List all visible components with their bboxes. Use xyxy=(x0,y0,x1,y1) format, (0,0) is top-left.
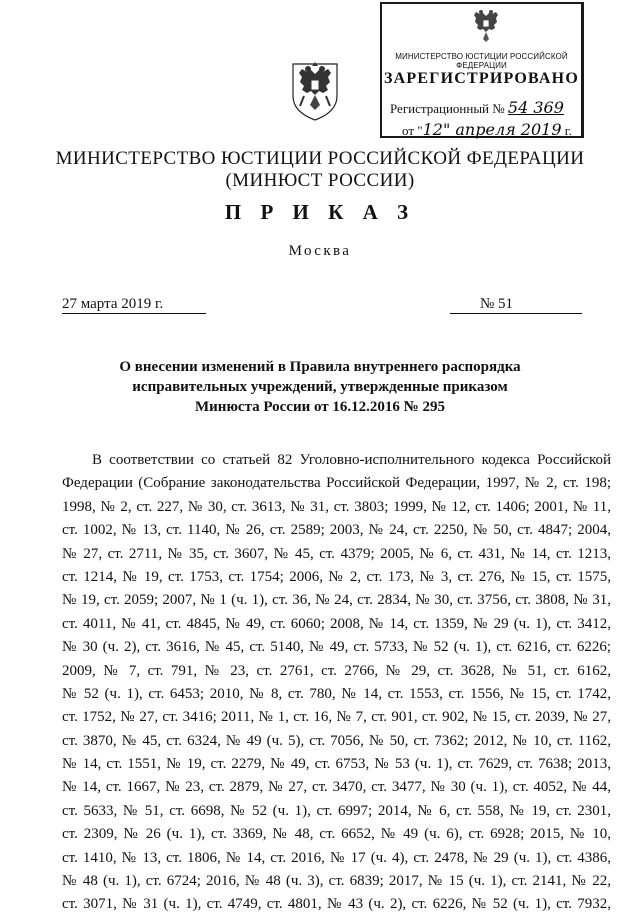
stamp-date xyxy=(402,120,572,139)
stamp-registration xyxy=(390,98,564,117)
body-line: ст. 2309, № 26 (ч. 1), ст. 3369, № 48, ст. 6652, № 49 (ч. 6), ст. 6928; 2015, № 10, xyxy=(62,826,611,843)
ministry-heading xyxy=(0,148,640,192)
body-line: ст. 1002, № 13, ст. 1140, № 26, ст. 2589; 2003, № 24, ст. 2250, № 50, ст. 4847; 2004, xyxy=(62,522,611,539)
body-line: № 14, ст. 1667, № 23, ст. 2879, № 27, ст. 3470, ст. 3477, № 30 (ч. 1), ст. 4052, № 44, xyxy=(62,779,611,796)
stamp-emblem-icon xyxy=(468,8,504,48)
stamp-date-value: 12" апреля 2019 xyxy=(422,120,562,139)
stamp-status: ЗАРЕГИСТРИРОВАНО xyxy=(384,70,579,87)
body-line: ст. 4011, № 41, ст. 4845, № 49, ст. 6060; 2008, № 14, ст. 1359, № 29 (ч. 1), ст. 3412, xyxy=(62,615,611,632)
body-line: № 14, ст. 1551, № 19, ст. 2279, № 49, ст. 6753, № 53 (ч. 1), ст. 7629, ст. 7638; 2013, xyxy=(62,756,611,773)
body-line: ст. 3071, № 31 (ч. 1), ст. 4749, ст. 4801, № 43 (ч. 2), ст. 6226, № 52 (ч. 1), ст. 7932, xyxy=(62,896,611,913)
body-line: № 48 (ч. 1), ст. 6724; 2016, № 48 (ч. 3), ст. 6839; 2017, № 15 (ч. 1), ст. 2141, № 22, xyxy=(62,873,611,890)
ministry-name: МИНИСТЕРСТВО ЮСТИЦИИ РОССИЙСКОЙ ФЕДЕРАЦИИ xyxy=(55,148,585,169)
body-line: 1998, № 2, ст. 227, № 30, ст. 3613, № 31, ст. 3803; 1999, № 12, ст. 1406; 2001, № 11, xyxy=(62,498,611,515)
body-line: № 30 (ч. 2), ст. 3616, № 45, ст. 5140, № 49, ст. 5733, № 52 (ч. 1), ст. 6216, ст. 6226; xyxy=(62,639,611,656)
order-number: № 51 xyxy=(450,296,582,314)
registration-stamp xyxy=(380,2,584,138)
body-paragraph xyxy=(62,449,611,917)
order-subject xyxy=(0,357,640,417)
subject-line: Минюста России от 16.12.2016 № 295 xyxy=(195,399,445,415)
body-line: № 52 (ч. 1), ст. 6453; 2010, № 8, ст. 780, № 14, ст. 1553, ст. 1556, № 15, ст. 1742, xyxy=(62,685,611,702)
subject-line: исправительных учреждений, утвержденные приказом xyxy=(132,379,508,395)
stamp-ministry-name: МИНИСТЕРСТВО ЮСТИЦИИ РОССИЙСКОЙ ФЕДЕРАЦИИ xyxy=(395,52,568,70)
body-line: ст. 1214, № 19, ст. 1753, ст. 1754; 2006, № 2, ст. 173, № 3, ст. 276, № 15, ст. 1575, xyxy=(62,568,611,585)
body-line: № 19, ст. 2059; 2007, № 1 (ч. 1), ст. 36, № 24, ст. 2834, № 30, ст. 3756, ст. 3808, № 31, xyxy=(62,592,611,609)
body-line: ст. 1410, № 13, ст. 1806, № 14, ст. 2016, № 17 (ч. 4), ст. 2478, № 29 (ч. 1), ст. 4386, xyxy=(62,849,611,866)
stamp-reg-label: Регистрационный № xyxy=(390,101,505,116)
body-line: 2009, № 7, ст. 791, № 23, ст. 2761, ст. 2766, № 29, ст. 3628, № 51, ст. 6162, xyxy=(62,662,611,679)
stamp-date-suffix: г. xyxy=(564,123,572,138)
body-line: ст. 3870, № 45, ст. 6324, № 49 (ч. 5), ст. 7056, № 50, ст. 7362; 2012, № 10, ст. 1162, xyxy=(62,732,611,749)
stamp-date-prefix: от " xyxy=(402,123,423,138)
body-line: ст. 1752, № 27, ст. 3416; 2011, № 1, ст. 16, № 7, ст. 901, ст. 902, № 15, ст. 2039, № 27, xyxy=(62,709,611,726)
coat-of-arms-icon xyxy=(290,60,340,122)
ministry-short-name: (МИНЮСТ РОССИИ) xyxy=(225,170,415,191)
stamp-reg-number: 54 369 xyxy=(507,98,564,117)
body-line: ст. 5633, № 51, ст. 6698, № 52 (ч. 1), ст. 6997; 2014, № 6, ст. 558, № 19, ст. 2301, xyxy=(62,802,611,819)
body-line: Федерации (Собрание законодательства Российской Федерации, 1997, № 2, ст. 198; xyxy=(62,475,611,492)
order-date: 27 марта 2019 г. xyxy=(62,296,206,314)
body-line: № 27, ст. 2711, № 35, ст. 3607, № 45, ст. 4379; 2005, № 6, ст. 431, № 14, ст. 1213, xyxy=(62,545,611,562)
subject-line: О внесении изменений в Правила внутреннего распорядка xyxy=(119,359,521,375)
document-title: П Р И К А З xyxy=(224,200,416,224)
body-line: В соответствии со статьей 82 Уголовно-исполнительного кодекса Российской xyxy=(92,452,611,468)
document-city: Москва xyxy=(288,243,352,259)
